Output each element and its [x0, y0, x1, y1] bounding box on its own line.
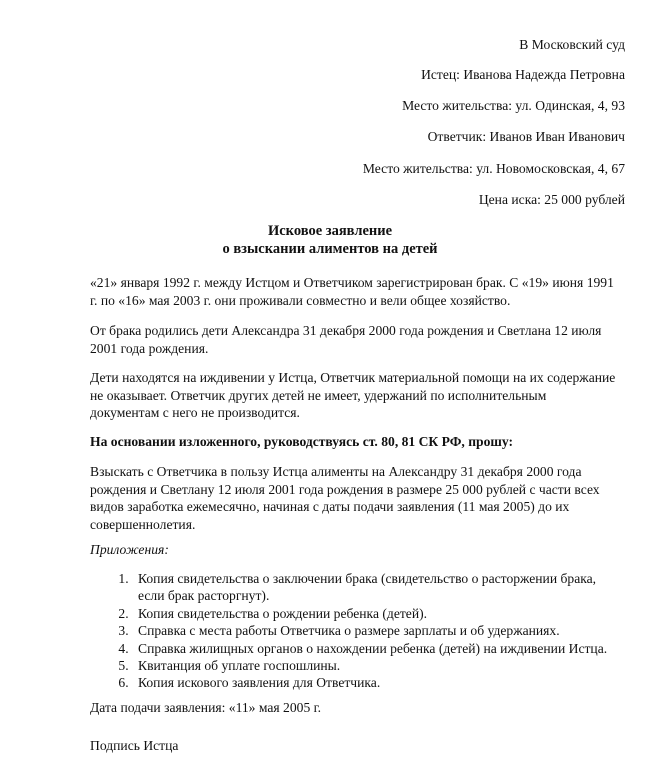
filing-date-text: Дата подачи заявления: «11» мая 2005 г. — [90, 700, 322, 715]
paragraph-line: От брака родились дети Александра 31 декабря 2000 года рождения и Светлана 12 июля — [90, 323, 602, 338]
attachment-item — [132, 605, 671, 622]
signature-label: Подпись Истца — [90, 738, 179, 753]
attachment-item — [132, 570, 671, 605]
defendant-name: Ответчик: Иванов Иван Иванович — [427, 129, 625, 144]
attachment-item — [132, 622, 671, 639]
document-title: Исковое заявление — [267, 223, 393, 239]
signature-line — [90, 737, 630, 755]
attachment-line: 5. Квитанция об уплате госпошлины. — [138, 658, 341, 674]
attachment-item — [132, 657, 671, 674]
claim-amount: Цена иска: 25 000 рублей — [478, 192, 625, 207]
paragraph-dependency — [90, 369, 630, 422]
paragraph-line: «21» января 1992 г. между Истцом и Ответчиком зарегистрирован брак. С «19» июня 1991 — [90, 275, 614, 290]
attachment-line: 3. Справка с места работы Ответчика о размере зарплаты и об удержаниях. — [138, 623, 560, 639]
paragraph-line: совершеннолетия. — [90, 516, 196, 532]
attachments-heading — [90, 541, 630, 559]
paragraph-children — [90, 322, 630, 357]
plaintiff-address: Место жительства: ул. Одинская, 4, 93 — [402, 98, 625, 113]
paragraph-request — [90, 463, 630, 533]
paragraph-line: не оказывает. Ответчик других детей не имеет, удержаний по исполнительным — [90, 387, 547, 403]
paragraph-line: видов заработка ежемесячно, начиная с даты подачи заявления (11 мая 2005) до их — [90, 499, 570, 515]
legal-basis-text: На основании изложенного, руководствуясь ст. 80, 81 СК РФ, прошу: — [90, 434, 514, 449]
attachment-line: 2. Копия свидетельства о рождении ребенка (детей). — [138, 605, 428, 621]
paragraph-line: г. по «16» мая 2003 г. они проживали совместно и вели общее хозяйство. — [90, 292, 511, 308]
attachments-heading-text: Приложения: — [90, 542, 169, 557]
defendant-address: Место жительства: ул. Новомосковская, 4, 67 — [362, 161, 625, 176]
attachment-line: 4. Справка жилищных органов о нахождении ребенка (детей) на иждивении Истца. — [138, 640, 608, 656]
filing-date — [90, 699, 630, 717]
attachment-line: 6. Копия искового заявления для Ответчика. — [138, 675, 381, 691]
attachment-item — [132, 674, 671, 691]
document-subtitle: о взыскании алиментов на детей — [222, 241, 438, 257]
paragraph-line: Дети находятся на иждивении у Истца, Ответчик материальной помощи на их содержание — [90, 370, 616, 385]
paragraph-line: Взыскать с Ответчика в пользу Истца алименты на Александру 31 декабря 2000 года — [90, 464, 582, 479]
paragraph-marriage — [90, 274, 630, 309]
attachment-line: 1. Копия свидетельства о заключении брака (свидетельство о расторжении брака, — [138, 571, 597, 586]
plaintiff-name: Истец: Иванова Надежда Петровна — [421, 67, 625, 82]
legal-basis — [90, 433, 630, 451]
attachment-line: если брак расторгнут). — [138, 588, 270, 604]
paragraph-line: рождения и Светлану 12 июля 2001 года рождения в размере 25 000 рублей с части всех — [90, 481, 600, 497]
paragraph-line: документам с него не производится. — [90, 405, 300, 421]
attachment-item — [132, 640, 671, 657]
court-addressee: В Московский суд — [519, 37, 625, 52]
attachments-list — [92, 570, 671, 692]
paragraph-line: 2001 года рождения. — [90, 340, 209, 356]
